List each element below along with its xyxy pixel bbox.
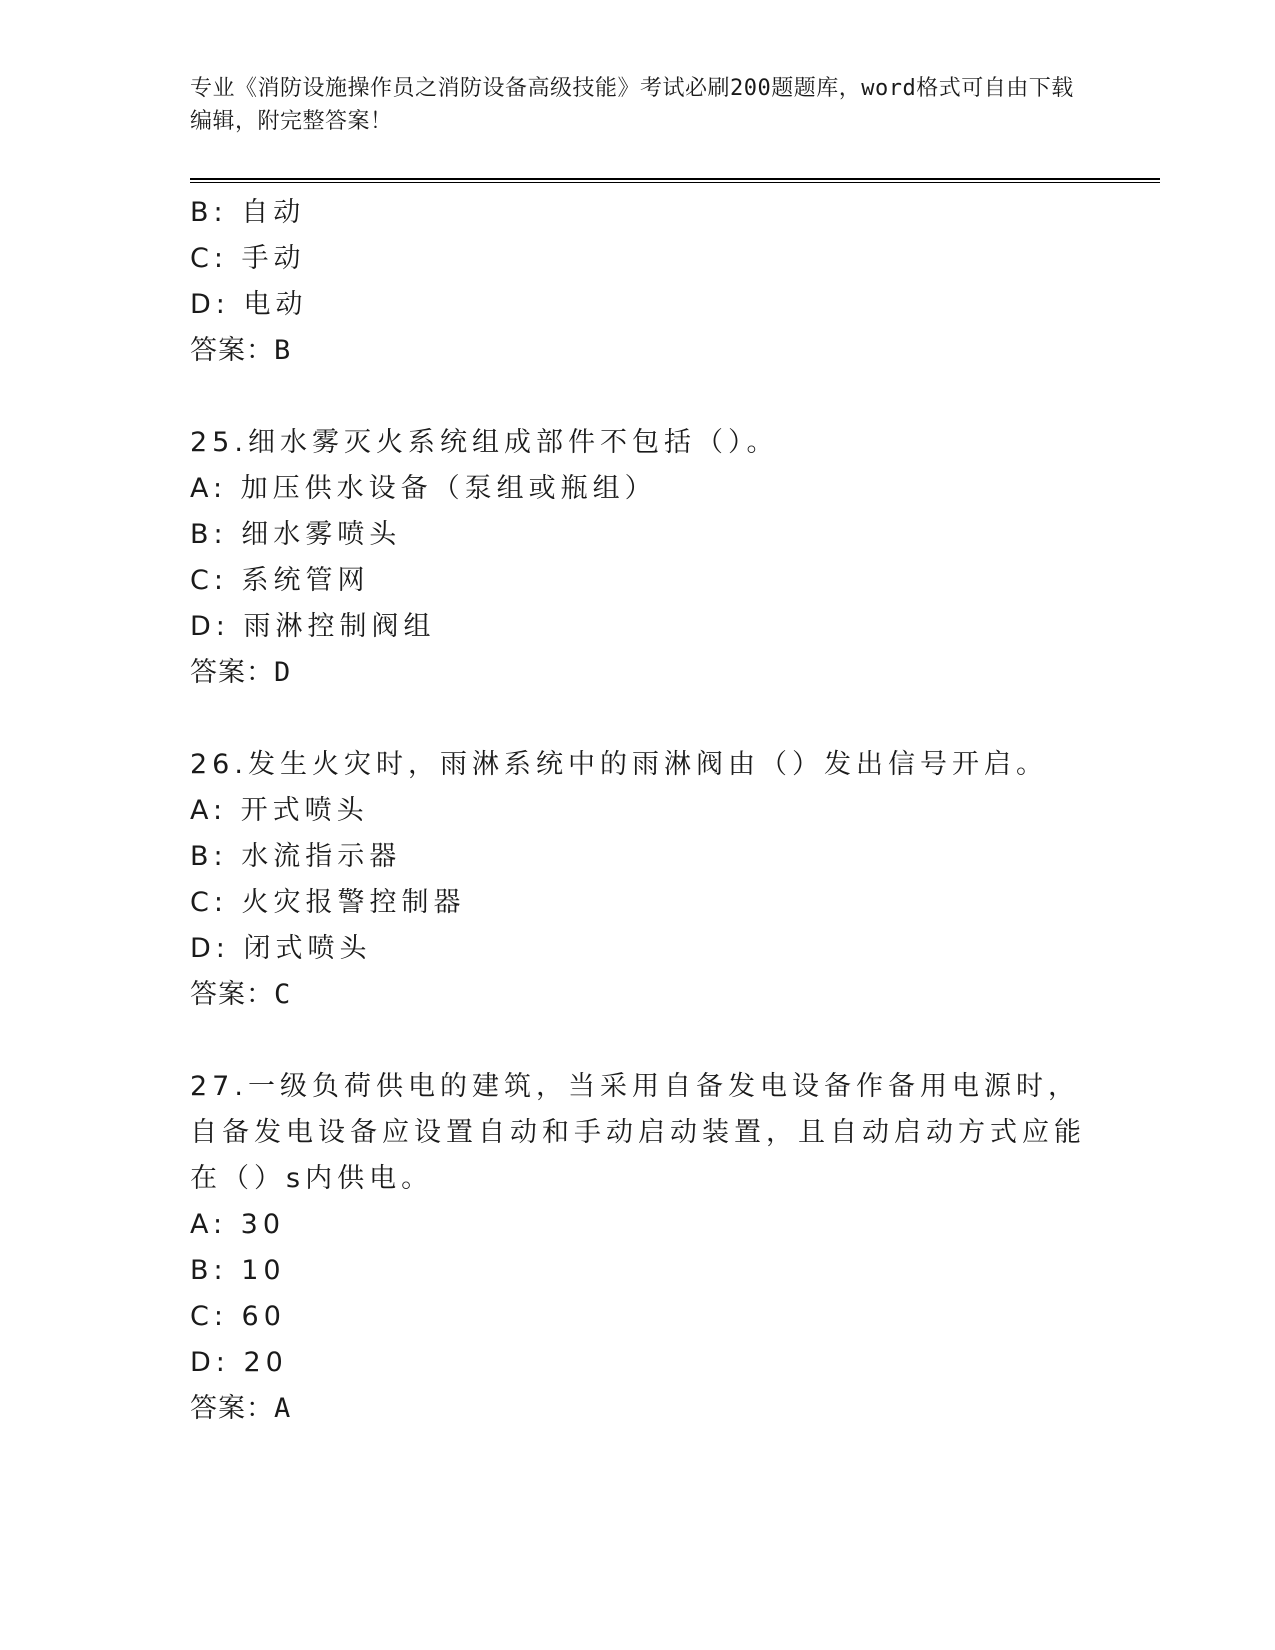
answer-value: D — [274, 657, 292, 688]
option-b: B: 细水雾喷头 — [190, 519, 402, 550]
answer-value: B — [274, 335, 292, 366]
option-d: D: 闭式喷头 — [190, 933, 372, 964]
answer — [190, 650, 1090, 696]
answer-label: 答案： — [190, 657, 274, 688]
option-d: D: 20 — [190, 1347, 288, 1378]
header-divider — [190, 178, 1160, 180]
spacer — [190, 1018, 1090, 1064]
option-c: C: 火灾报警控制器 — [190, 887, 466, 918]
answer — [190, 972, 1090, 1018]
question-list — [190, 190, 1090, 1432]
spacer — [190, 696, 1090, 742]
question-27 — [190, 1064, 1090, 1432]
answer-label: 答案： — [190, 979, 274, 1010]
option-d: D: 电动 — [190, 289, 308, 320]
answer — [190, 1386, 1090, 1432]
option-b: B: 10 — [190, 1255, 286, 1286]
question-text: 26.发生火灾时，雨淋系统中的雨淋阀由（）发出信号开启。 — [190, 749, 1048, 780]
option-a: A: 开式喷头 — [190, 795, 369, 826]
option-a: A: 30 — [190, 1209, 286, 1240]
option-c: C: 手动 — [190, 243, 306, 274]
option-c: C: 系统管网 — [190, 565, 370, 596]
question-26 — [190, 742, 1090, 1018]
page-header: 专业《消防设施操作员之消防设备高级技能》考试必刷200题题库，word格式可自由下载编辑，附完整答案！ — [190, 76, 1074, 134]
option-a: A: 加压供水设备（泵组或瓶组） — [190, 473, 657, 504]
question-text: 27.一级负荷供电的建筑，当采用自备发电设备作备用电源时，自备发电设备应设置自动和手动启动装置，且自动启动方式应能在（）s内供电。 — [190, 1071, 1086, 1194]
answer-value: C — [274, 979, 292, 1010]
continued-question — [190, 190, 1090, 374]
answer-label: 答案： — [190, 1393, 274, 1424]
answer — [190, 328, 1090, 374]
option-b: B: 水流指示器 — [190, 841, 402, 872]
option-d: D: 雨淋控制阀组 — [190, 611, 436, 642]
option-b: B: 自动 — [190, 197, 306, 228]
header-divider-thin — [190, 182, 1160, 183]
question-25 — [190, 420, 1090, 696]
question-text: 25.细水雾灭火系统组成部件不包括（）。 — [190, 427, 779, 458]
answer-value: A — [274, 1393, 292, 1424]
option-c: C: 60 — [190, 1301, 286, 1332]
spacer — [190, 374, 1090, 420]
answer-label: 答案： — [190, 335, 274, 366]
